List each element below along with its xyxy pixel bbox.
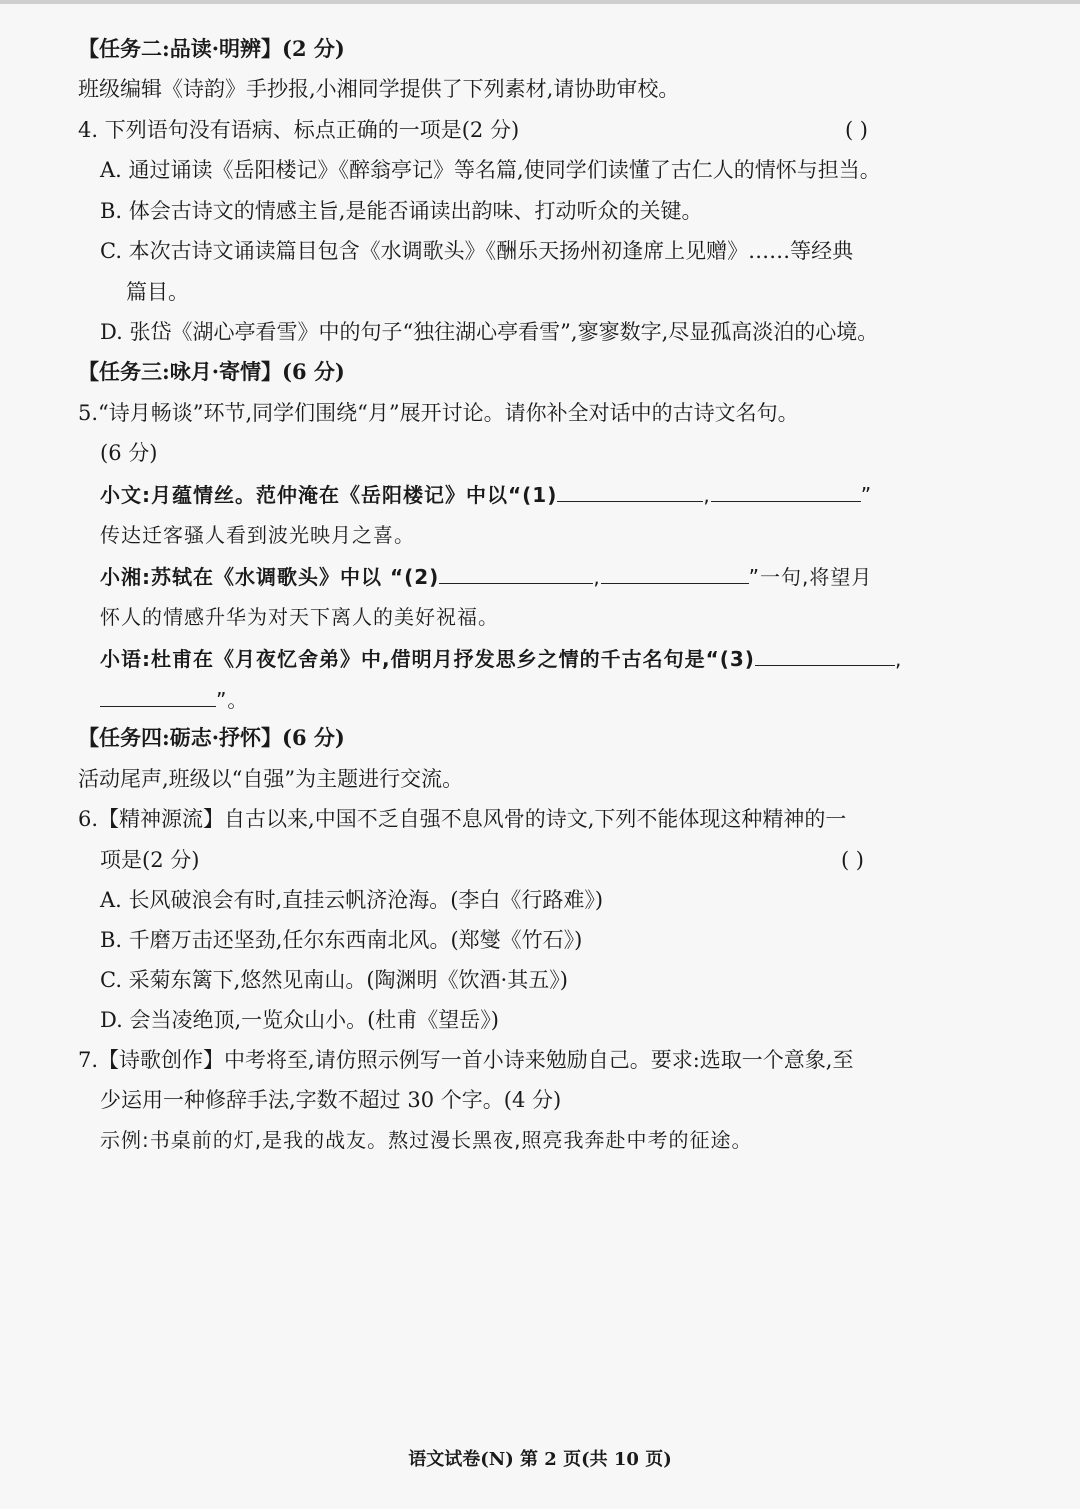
xiaoyu-text: 小语:杜甫在《月夜忆舍弟》中,借明月抒发思乡之情的千古名句是“(3) [100,647,755,671]
comma: , [703,483,711,507]
q5-xiaoyu-line2 [100,684,890,715]
blank-2a[interactable] [439,561,593,584]
q7-stem: 7.【诗歌创作】中考将至,请仿照示例写一首小诗来勉励自己。要求:选取一个意象,至 [78,1048,854,1072]
q5-xiaowen-line [100,479,890,510]
q5-xiaoyu-line [100,643,903,674]
task3-heading: 【任务三:咏月·寄情】(6 分) [78,359,345,384]
q6-option-a: A. 长风破浪会有时,直挂云帆济沧海。(李白《行路难》) [100,888,604,912]
blank-2b[interactable] [601,561,749,584]
q5-xiaoxiang-line2: 怀人的情感升华为对天下离人的美好祝福。 [100,605,499,629]
comma: , [894,647,903,671]
q4-answer-paren[interactable]: ( ) [844,118,868,142]
q4-stem: 4. 下列语句没有语病、标点正确的一项是(2 分) [78,118,520,142]
task2-heading: 【任务二:品读·明辨】(2 分) [78,36,345,61]
q4-option-c: C. 本次古诗文诵读篇目包含《水调歌头》《酬乐天扬州初逢席上见赠》……等经典 [100,239,854,263]
blank-3b[interactable] [100,684,216,707]
q5-xiaowen-line2: 传达迁客骚人看到波光映月之喜。 [100,523,415,547]
q5-stem: 5.“诗月畅谈”环节,同学们围绕“月”展开讨论。请你补全对话中的古诗文名句。 [78,401,799,425]
xiaowen-text: 小文:月蕴情丝。范仲淹在《岳阳楼记》中以“(1) [100,483,558,507]
q7-stem-cont: 少运用一种修辞手法,字数不超过 30 个字。(4 分) [100,1088,562,1112]
blank-3a[interactable] [755,643,895,666]
task4-intro: 活动尾声,班级以“自强”为主题进行交流。 [78,767,464,791]
q4-stem-line [78,115,868,145]
q5-xiaoxiang-line [100,561,890,592]
blank-1b[interactable] [711,479,861,502]
xiaoyu-end: ”。 [216,688,249,712]
q5-stem-score: (6 分) [100,441,158,465]
q7-example: 示例:书桌前的灯,是我的战友。熬过漫长黑夜,照亮我奔赴中考的征途。 [100,1128,753,1152]
task4-heading: 【任务四:砺志·抒怀】(6 分) [78,725,345,750]
q4-option-d: D. 张岱《湖心亭看雪》中的句子“独往湖心亭看雪”,寥寥数字,尽显孤高淡泊的心境。 [100,320,879,344]
q6-stem-cont: 项是(2 分) [100,848,200,872]
q6-option-b: B. 千磨万击还坚劲,任尔东西南北风。(郑燮《竹石》) [100,928,583,952]
comma: , [593,565,601,589]
q4-option-c-cont: 篇目。 [126,280,189,304]
blank-1a[interactable] [557,479,703,502]
page-footer: 语文试卷(N) 第 2 页(共 10 页) [408,1449,672,1470]
close-quote: ” [860,483,873,507]
q6-stem-line2 [100,845,864,875]
q6-option-c: C. 采菊东篱下,悠然见南山。(陶渊明《饮酒·其五》) [100,968,568,992]
q6-answer-paren[interactable]: ( ) [840,848,864,872]
task2-intro: 班级编辑《诗韵》手抄报,小湘同学提供了下列素材,请协助审校。 [78,77,680,101]
q4-option-b: B. 体会古诗文的情感主旨,是能否诵读出韵味、打动听众的关键。 [100,199,703,223]
q4-option-a: A. 通过诵读《岳阳楼记》《醉翁亭记》等名篇,使同学们读懂了古仁人的情怀与担当。 [100,158,881,182]
q6-option-d: D. 会当凌绝顶,一览众山小。(杜甫《望岳》) [100,1008,499,1032]
q6-stem: 6.【精神源流】自古以来,中国不乏自强不息风骨的诗文,下列不能体现这种精神的一 [78,807,847,831]
xiaoxiang-text: 小湘:苏轼在《水调歌头》中以 “(2) [100,565,440,589]
xiaoxiang-post: ”一句,将望月 [748,565,873,589]
